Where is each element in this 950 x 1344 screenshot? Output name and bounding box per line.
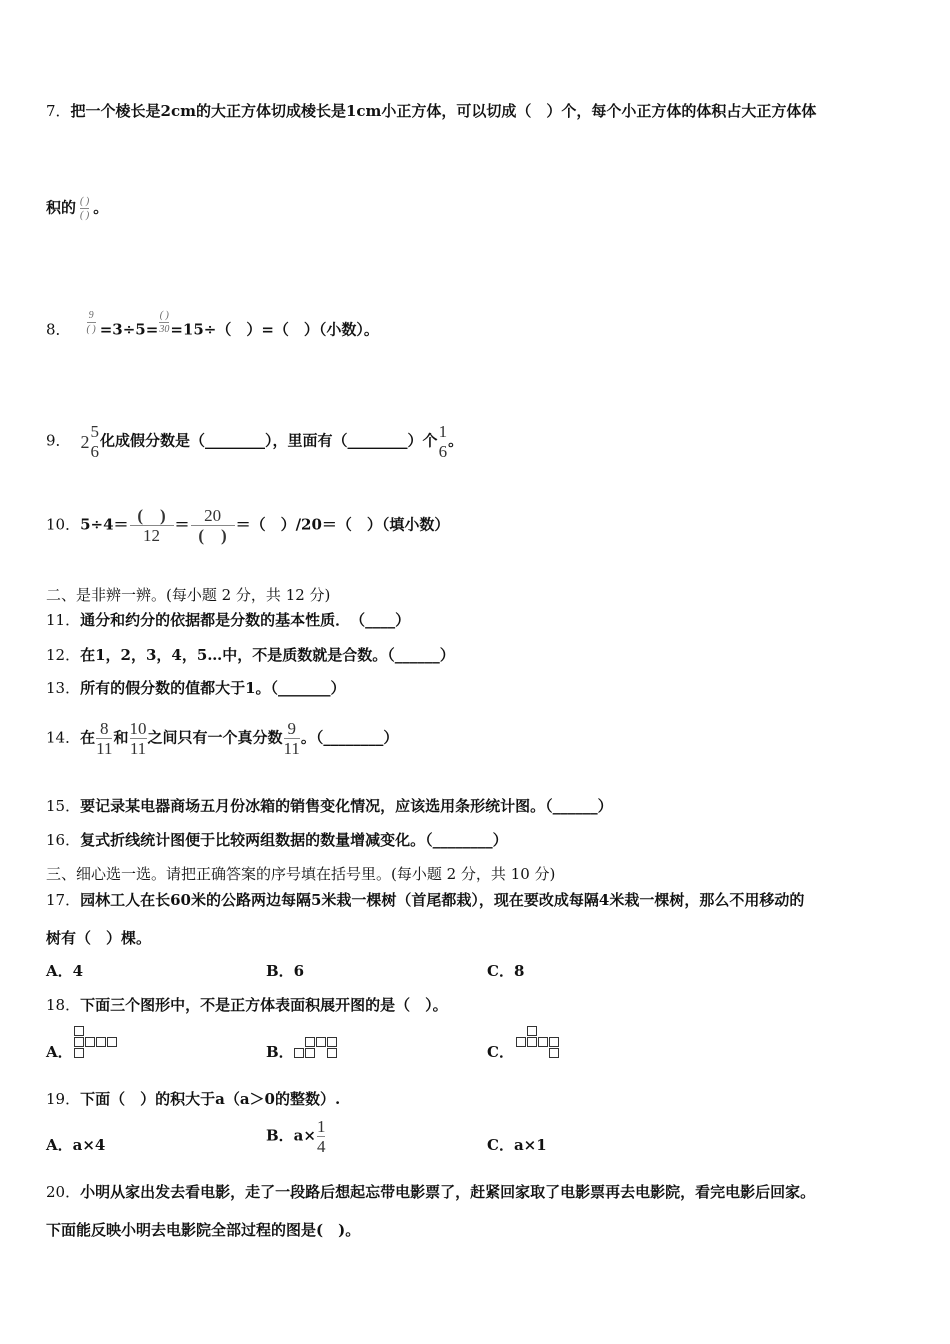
question-17-cont: 树有（ ）棵。 (46, 929, 152, 947)
fraction: $\frac{( )}{30}$ (159, 310, 170, 335)
question-20: 20．小明从家出发去看电影，走了一段路后想起忘带电影票了，赶紧回家取了电影票再去电影院，看完电影后回家。 (46, 1183, 816, 1201)
question-13: 13．所有的假分数的值都大于1。（_______） (46, 679, 346, 697)
fraction: $\frac{1}{4}$ (316, 1117, 326, 1156)
question-number: 14． (46, 728, 81, 747)
question-9: 9． 2 $\frac{5}{6}$ 化成假分数是（________），里面有（________）个 $\frac{1}{6}$ 。 (46, 422, 464, 461)
question-number: 17． (46, 891, 81, 909)
question-20-cont: 下面能反映小明去电影院全部过程的图是( )。 (46, 1221, 361, 1239)
option-b[interactable]: B．6 (266, 962, 305, 980)
question-number: 15． (46, 797, 81, 815)
question-number: 8． (46, 320, 71, 339)
fraction: $\frac{9}{11}$ (283, 719, 300, 758)
question-10: 10．5÷4＝ $\frac{( )}{12}$ ＝ $\frac{20}{( )}$ ＝（ ）/20＝（ ）（填小数） (46, 506, 450, 545)
question-number: 13． (46, 679, 81, 697)
fraction: $\frac{20}{( )}$ (191, 507, 235, 544)
question-11: 11．通分和约分的依据都是分数的基本性质． （____） (46, 611, 411, 629)
fraction: $\frac{5}{6}$ (90, 422, 100, 461)
option-c[interactable]: C．a×1 (487, 1136, 547, 1154)
question-12: 12．在1，2，3，4，5…中，不是质数就是合数。（______） (46, 646, 455, 664)
question-number: 18． (46, 996, 81, 1014)
question-number: 16． (46, 831, 81, 849)
section-heading: 二、是非辨一辨。(每小题 2 分，共 12 分) (46, 586, 331, 604)
section-heading: 三、细心选一选。请把正确答案的序号填在括号里。(每小题 2 分，共 10 分) (46, 865, 556, 883)
question-16: 16．复式折线统计图便于比较两组数据的数量增减变化。（________） (46, 831, 508, 849)
question-number: 19． (46, 1090, 81, 1108)
fraction: $\frac{8}{11}$ (96, 719, 113, 758)
option-a[interactable]: A．a×4 (46, 1136, 106, 1154)
question-19: 19．下面（ ）的积大于a（a＞0的整数）. (46, 1090, 341, 1108)
fraction: $\frac{( )}{( )}$ (80, 196, 90, 221)
question-18: 18．下面三个图形中，不是正方体表面积展开图的是（ ）。 (46, 996, 448, 1014)
option-b[interactable]: B．a× $\frac{1}{4}$ (266, 1117, 326, 1156)
question-text: 积的 (46, 198, 77, 217)
question-number: 20． (46, 1183, 81, 1201)
question-14: 14．在 $\frac{8}{11}$ 和 $\frac{10}{11}$ 之间只有一个真分数 $\frac{9}{11}$ 。（________） (46, 719, 399, 758)
fraction: $\frac{10}{11}$ (129, 719, 147, 758)
option-a[interactable]: A．4 (46, 962, 84, 980)
question-number: 10． (46, 515, 81, 534)
fraction: $\frac{( )}{12}$ (130, 507, 174, 544)
question-7-cont: 积的 $\frac{( )}{( )}$ 。 (46, 196, 109, 221)
option-c[interactable]: C． (487, 1043, 514, 1061)
question-number: 11． (46, 611, 81, 629)
question-7 (46, 101, 816, 121)
question-8: 8． $\frac{9}{( )}$ =3÷5= $\frac{( )}{30}$ =15÷（ ）=（ ）（小数）。 (46, 310, 379, 339)
cube-net-b (294, 1037, 342, 1061)
question-text: 把一个棱长是2cm的大正方体切成棱长是1cm小正方体，可以切成（ ）个，每个小正方体的体积占大正方体体 (70, 102, 817, 120)
cube-net-a (74, 1026, 122, 1060)
question-17: 17．园林工人在长60米的公路两边每隔5米栽一棵树（首尾都栽），现在要改成每隔4米栽一棵树，那么不用移动的 (46, 891, 805, 909)
option-c[interactable]: C．8 (487, 962, 525, 980)
option-a[interactable]: A． (46, 1043, 73, 1061)
question-number: 7． (46, 102, 71, 120)
option-b[interactable]: B． (266, 1043, 294, 1061)
question-number: 12． (46, 646, 81, 664)
question-15: 15．要记录某电器商场五月份冰箱的销售变化情况，应该选用条形统计图。（______） (46, 797, 613, 815)
fraction: $\frac{1}{6}$ (438, 422, 448, 461)
fraction: $\frac{9}{( )}$ (86, 310, 96, 335)
question-number: 9． (46, 431, 71, 450)
cube-net-c (516, 1026, 564, 1062)
